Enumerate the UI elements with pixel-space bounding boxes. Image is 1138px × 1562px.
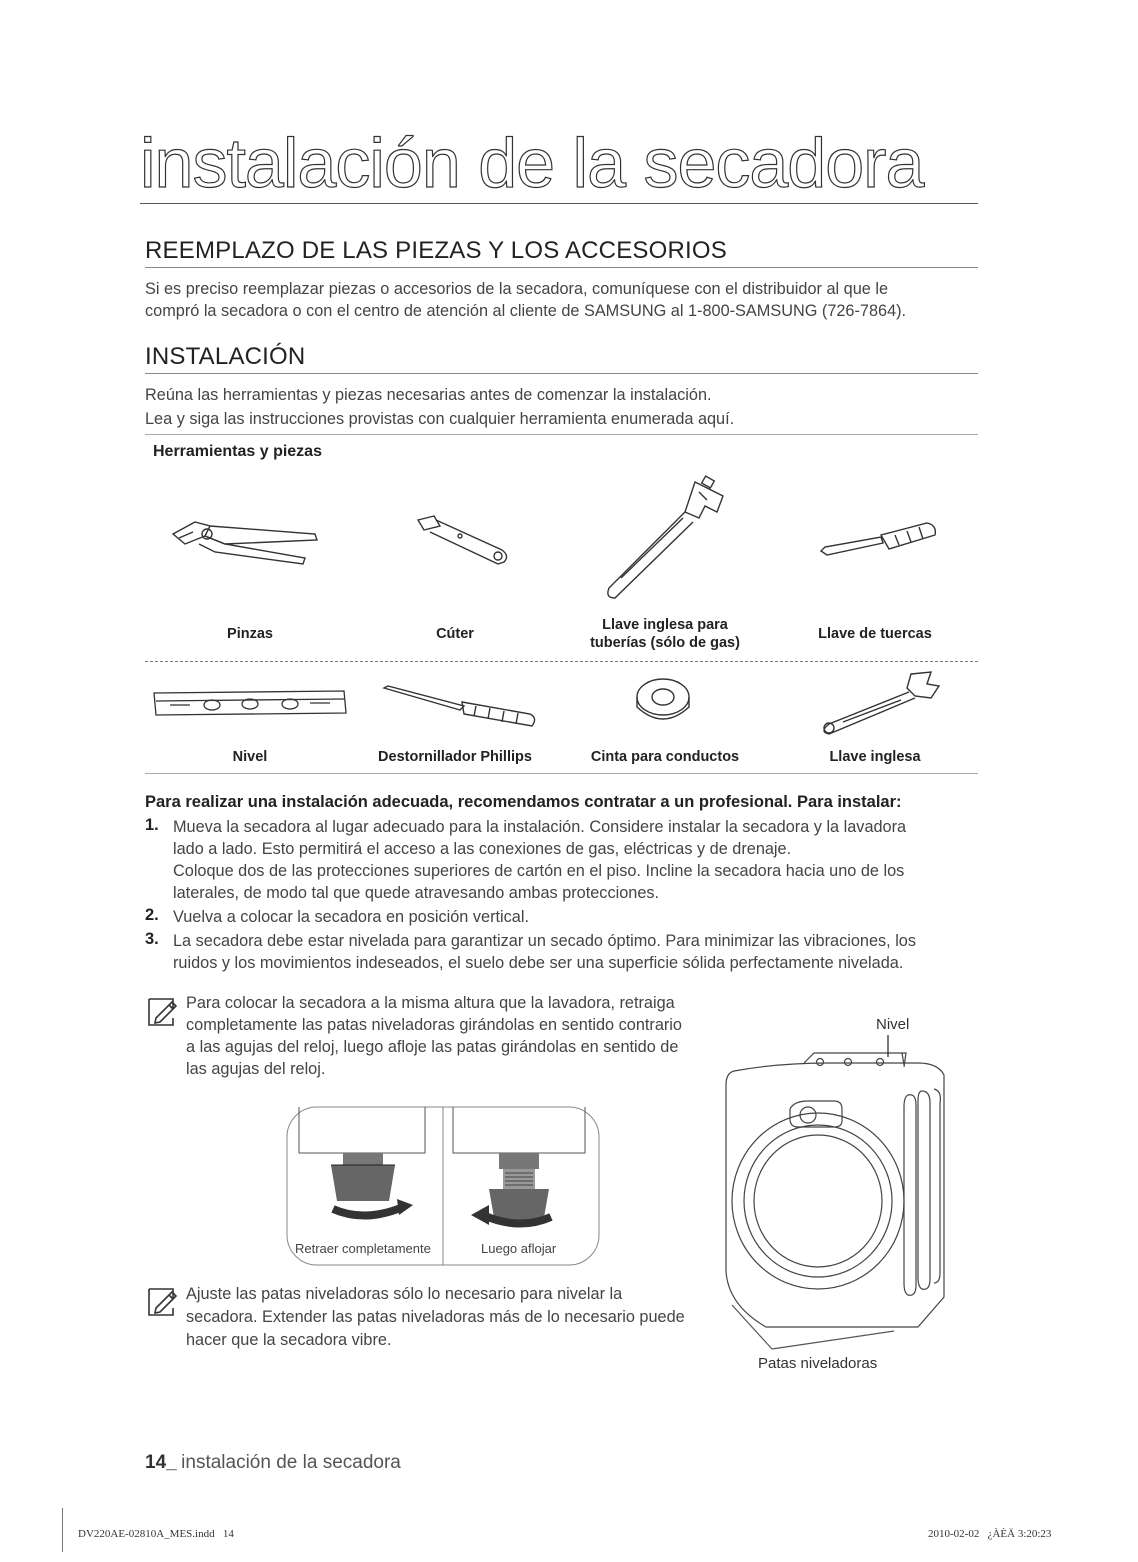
tool-label: Llave inglesa (829, 749, 921, 765)
note-line: completamente las patas niveladoras girándolas en sentido contrario (186, 1016, 682, 1034)
level-icon (150, 685, 350, 721)
tool-label: Cinta para conductos (590, 749, 740, 765)
phillips-screwdriver-icon (380, 680, 540, 730)
tool-label: Cúter (436, 626, 474, 642)
paragraph-line: Reúna las herramientas y piezas necesarias antes de comenzar la instalación. (145, 386, 712, 404)
dryer-label-feet: Patas niveladoras (758, 1355, 878, 1372)
step-number: 3. (145, 930, 159, 948)
nut-driver-icon (815, 515, 940, 565)
paragraph-line: Lea y siga las instrucciones provistas con cualquier herramienta enumerada aquí. (145, 410, 735, 428)
tools-top-rule (145, 434, 978, 435)
utility-knife-icon (410, 510, 520, 570)
instructions-intro: Para realizar una instalación adecuada, recomendamos contratar a un profesional. Para instalar: (145, 793, 902, 811)
note-pencil-icon (146, 1286, 180, 1318)
adjustable-wrench-icon (815, 668, 945, 738)
note-line: secadora. Extender las patas niveladoras más de lo necesario puede (186, 1308, 685, 1326)
dryer-label-level: Nivel (876, 1016, 910, 1033)
pliers-icon (165, 510, 325, 570)
tool-label: Destornillador Phillips (378, 749, 532, 765)
section-rule (145, 267, 978, 268)
note-line: hacer que la secadora vibre. (186, 1331, 392, 1349)
page-footer (145, 1452, 401, 1474)
pipe-wrench-icon (595, 470, 730, 605)
leveling-foot-left (331, 1153, 395, 1201)
tool-label: Llave de tuercas (818, 626, 932, 642)
paragraph-line: Si es preciso reemplazar piezas o accesorios de la secadora, comuníquese con el distribuidor al que le (145, 280, 889, 298)
leveling-foot-right (489, 1153, 549, 1223)
page-number: 14_ (145, 1452, 177, 1473)
step-line: Coloque dos de las protecciones superiores de cartón en el piso. Incline la secadora hacia uno de los (173, 862, 905, 880)
duct-tape-icon (632, 675, 694, 727)
page-title: instalación de la secadora (140, 124, 924, 202)
tool-label: Llave inglesa para tuberías (sólo de gas) (590, 617, 740, 651)
figure-caption-left: Retraer completamente (295, 1241, 431, 1256)
step-line: La secadora debe estar nivelada para garantizar un secado óptimo. Para minimizar las vibraciones, los (173, 932, 917, 950)
tools-heading: Herramientas y piezas (153, 443, 322, 460)
tools-divider (145, 661, 978, 662)
tool-label: Nivel (232, 749, 268, 765)
step-line: ruidos y los movimientos indeseados, el suelo debe ser una superficie sólida perfectamente nivelada. (173, 954, 904, 972)
crop-mark (62, 1508, 63, 1552)
file-name: DV220AE-02810A_MES.indd 14 (78, 1528, 234, 1540)
step-line: Vuelva a colocar la secadora en posición vertical. (173, 908, 529, 926)
timestamp: 2010-02-02 ¿ÀÈÄ 3:20:23 (928, 1528, 1052, 1540)
step-number: 1. (145, 816, 159, 834)
paragraph-line: compró la secadora o con el centro de atención al cliente de SAMSUNG al 1-800-SAMSUNG (726-7864). (145, 302, 907, 320)
section-heading-replacement: REEMPLAZO DE LAS PIEZAS Y LOS ACCESORIOS (145, 237, 727, 264)
note-line: Para colocar la secadora a la misma altura que la lavadora, retraiga (186, 994, 675, 1012)
note-line: las agujas del reloj. (186, 1060, 326, 1078)
note-line: Ajuste las patas niveladoras sólo lo necesario para nivelar la (186, 1285, 623, 1303)
dryer-figure (718, 1035, 950, 1357)
step-line: Mueva la secadora al lugar adecuado para la instalación. Considere instalar la secadora y la lavadora (173, 818, 907, 836)
tool-label: Pinzas (227, 626, 273, 642)
note-pencil-icon (146, 996, 180, 1028)
step-number: 2. (145, 906, 159, 924)
step-line: laterales, de modo tal que quede atravesando ambas protecciones. (173, 884, 660, 902)
tools-bottom-rule (145, 773, 978, 774)
note-line: a las agujas del reloj, luego afloje las patas girándolas en sentido de (186, 1038, 679, 1056)
footer-title: instalación de la secadora (181, 1452, 401, 1473)
figure-caption-right: Luego aflojar (481, 1241, 557, 1256)
section-rule (145, 373, 978, 374)
section-heading-installation: INSTALACIÓN (145, 343, 306, 370)
title-rule (140, 203, 978, 204)
step-line: lado a lado. Esto permitirá el acceso a las conexiones de gas, eléctricas y de drenaje. (173, 840, 792, 858)
